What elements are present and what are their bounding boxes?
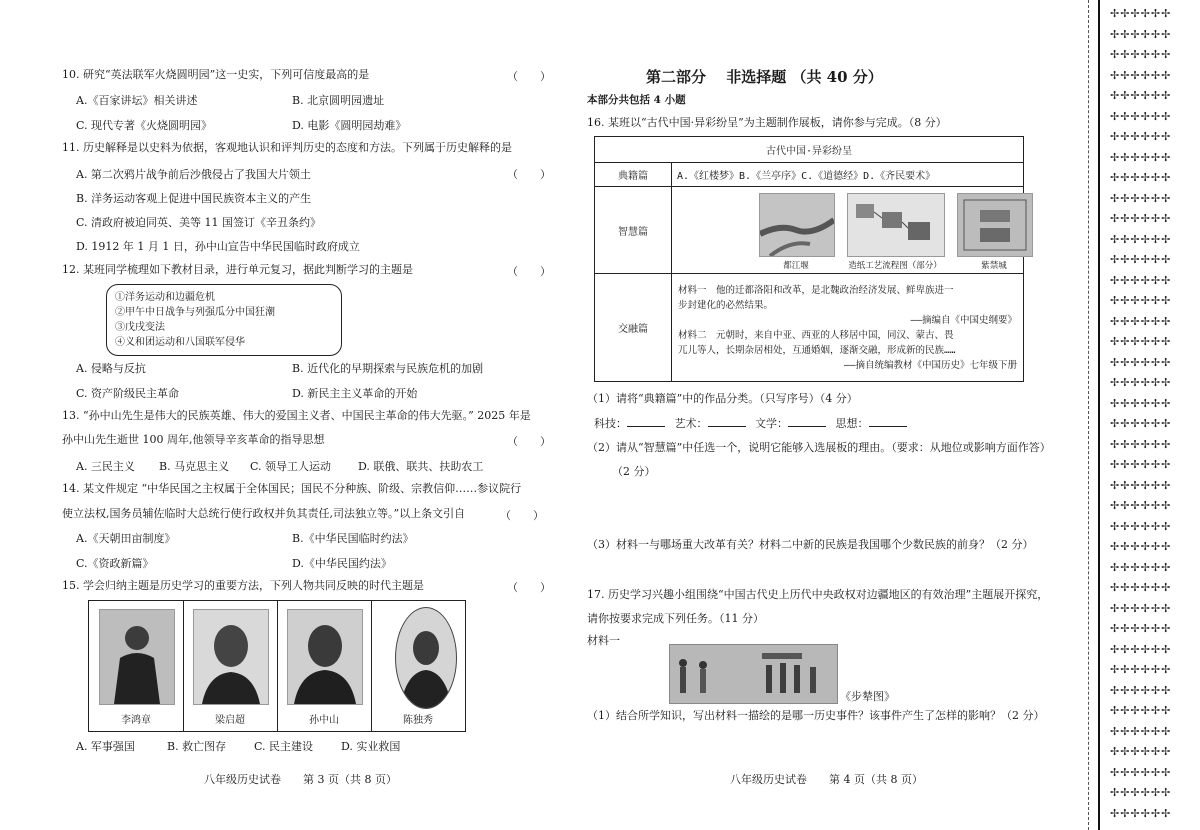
q12-box-item: ①洋务运动和边疆危机 — [115, 292, 215, 303]
material-two-source: ——摘自统编教材《中国历史》七年级下册 — [844, 359, 1017, 371]
margin-glyph-row: ✢✢✢✢✢✢ — [1110, 642, 1172, 656]
q13-option-d: D. 联俄、联共、扶助农工 — [358, 460, 484, 473]
q17-sub1: （1）结合所学知识，写出材料一描绘的是哪一历史事件？该事件产生了怎样的影响？（2 分） — [587, 709, 1045, 722]
margin-glyph-row: ✢✢✢✢✢✢ — [1110, 27, 1172, 41]
margin-glyph-row: ✢✢✢✢✢✢ — [1110, 540, 1172, 553]
margin-glyph-row: ✢✢✢✢✢✢ — [1110, 273, 1172, 287]
margin-glyph-row: ✢✢✢✢✢✢ — [1110, 48, 1172, 61]
margin-glyph-row: ✢✢✢✢✢✢ — [1110, 601, 1172, 615]
q16-row-label: 交融篇 — [595, 274, 672, 382]
margin-glyph-row: ✢✢✢✢✢✢ — [1110, 171, 1172, 184]
margin-glyph-row: ✢✢✢✢✢✢ — [1110, 355, 1172, 369]
portrait-name: 陈独秀 — [403, 715, 433, 726]
q12-option-d: D. 新民主主义革命的开始 — [292, 387, 418, 400]
papermaking-diagram-image — [847, 193, 945, 257]
q10-option-c: C. 现代专著《火烧圆明园》 — [76, 119, 213, 132]
q13-option-a: A. 三民主义 — [76, 460, 135, 473]
margin-glyph-row: ✢✢✢✢✢✢ — [1110, 232, 1172, 246]
margin-glyph-row: ✢✢✢✢✢✢ — [1110, 335, 1172, 348]
margin-glyph-row: ✢✢✢✢✢✢ — [1110, 560, 1172, 574]
q14-stem-line1: 14. 某文件规定 “中华民国之主权属于全体国民；国民不分种族、阶级、宗教信仰……参议院行 — [62, 482, 522, 495]
q16-fusion-materials — [672, 274, 1024, 382]
right-page-footer: 八年级历史试卷 第 4 页（共 8 页） — [730, 773, 923, 786]
q15-portrait-table — [88, 600, 466, 732]
q12-box-item: ②甲午中日战争与列强瓜分中国狂潮 — [115, 307, 275, 318]
margin-glyph-row: ✢✢✢✢✢✢ — [1110, 765, 1172, 779]
q15-option-d: D. 实业救国 — [341, 740, 401, 753]
answer-blank[interactable] — [788, 416, 826, 427]
margin-glyph-row: ✢✢✢✢✢✢ — [1110, 294, 1172, 307]
margin-glyph-row: ✢✢✢✢✢✢ — [1110, 212, 1172, 225]
margin-glyph-row: ✢✢✢✢✢✢ — [1110, 68, 1172, 82]
fill-label: 科技： — [594, 417, 627, 430]
margin-glyph-row: ✢✢✢✢✢✢ — [1110, 745, 1172, 758]
q12-box-item: ④义和团运动和八国联军侵华 — [115, 337, 245, 348]
li-hongzhang-portrait — [99, 609, 175, 705]
margin-glyph-row: ✢✢✢✢✢✢ — [1110, 683, 1172, 697]
margin-glyph-row: ✢✢✢✢✢✢ — [1110, 663, 1172, 676]
margin-glyph-row: ✢✢✢✢✢✢ — [1110, 130, 1172, 143]
q16-table-title: 古代中国·异彩纷呈 — [595, 137, 1024, 163]
margin-glyph-row: ✢✢✢✢✢✢ — [1110, 581, 1172, 594]
material-one-text: 材料一 他的迁都洛阳和改革，是北魏政治经济发展、鲜卑族进一 — [678, 284, 954, 296]
q12-bracket: （ ） — [507, 265, 551, 278]
q11-option-b: B. 洋务运动客观上促进中国民族资本主义的产生 — [76, 192, 312, 205]
q10-stem: 10. 研究“英法联军火烧圆明园”这一史实，下列可信度最高的是 — [62, 68, 370, 81]
q16-sub2-score: （2 分） — [612, 465, 656, 478]
margin-glyph-row: ✢✢✢✢✢✢ — [1110, 499, 1172, 512]
q16-classics-list: A.《红楼梦》B.《兰亭序》C.《道德经》D.《齐民要术》 — [672, 163, 1024, 187]
margin-glyph-row: ✢✢✢✢✢✢ — [1110, 417, 1172, 430]
binding-margin-pattern — [1110, 4, 1200, 826]
margin-glyph-row: ✢✢✢✢✢✢ — [1110, 396, 1172, 410]
image-caption: 都江堰 — [783, 261, 809, 271]
fill-label: 思想： — [835, 417, 869, 430]
q10-option-a: A.《百家讲坛》相关讲述 — [76, 94, 198, 107]
q15-option-c: C. 民主建设 — [254, 740, 314, 753]
q16-wisdom-images — [672, 187, 1024, 274]
fill-label: 艺术： — [674, 417, 708, 430]
q16-exhibit-table — [594, 136, 1024, 382]
q16-row-label: 智慧篇 — [595, 187, 672, 274]
answer-blank[interactable] — [869, 416, 907, 427]
part-two-note: 本部分共包括 4 小题 — [587, 94, 686, 106]
q14-option-c: C.《资政新篇》 — [76, 557, 154, 570]
bunian-tu-caption: 《步辇图》 — [840, 690, 895, 703]
material-two-text-cont: 兀儿等人，长期杂居相处，互通婚姻，逐渐交融，形成新的民族…… — [678, 344, 956, 356]
margin-glyph-row: ✢✢✢✢✢✢ — [1110, 191, 1172, 205]
binding-margin-line — [1098, 0, 1100, 830]
q14-option-a: A.《天朝田亩制度》 — [76, 532, 176, 545]
chen-duxiu-portrait — [395, 607, 457, 709]
left-page-footer: 八年级历史试卷 第 3 页（共 8 页） — [204, 773, 397, 786]
q16-stem: 16. 某班以“古代中国·异彩纷呈”为主题制作展板，请你参与完成。（8 分） — [587, 116, 947, 129]
answer-blank[interactable] — [708, 416, 746, 427]
material-one-source: ——摘编自《中国史纲要》 — [910, 314, 1017, 326]
q14-option-d: D.《中华民国约法》 — [292, 557, 392, 570]
q11-option-a: A. 第二次鸦片战争前后沙俄侵占了我国大片领土 — [76, 168, 311, 181]
q11-option-c: C. 清政府被迫同英、美等 11 国签订《辛丑条约》 — [76, 216, 322, 229]
q11-bracket: （ ） — [507, 168, 551, 181]
q11-stem: 11. 历史解释是以史料为依据，客观地认识和评判历史的态度和方法。下列属于历史解释的是 — [62, 141, 512, 154]
q11-option-d: D. 1912 年 1 月 1 日，孙中山宣告中华民国临时政府成立 — [76, 240, 360, 253]
q17-material-label: 材料一 — [587, 634, 620, 647]
margin-glyph-row: ✢✢✢✢✢✢ — [1110, 314, 1172, 328]
q13-stem-line2: 孙中山先生逝世 100 周年,他领导辛亥革命的指导思想 — [62, 433, 325, 446]
q15-bracket: （ ） — [507, 581, 551, 594]
portrait-name: 梁启超 — [215, 715, 245, 726]
q16-sub3: （3）材料一与哪场重大改革有关？材料二中新的民族是我国哪个少数民族的前身？（2 分） — [587, 538, 1034, 551]
answer-blank[interactable] — [627, 416, 665, 427]
margin-glyph-row: ✢✢✢✢✢✢ — [1110, 622, 1172, 635]
q13-stem-line1: 13. “孙中山先生是伟大的民族英雄、伟大的爱国主义者、中国民主革命的伟大先驱。” 2025 年是 — [62, 409, 531, 422]
q17-stem-line1: 17. 历史学习兴趣小组围绕“中国古代史上历代中央政权对边疆地区的有效治理”主题展开探究， — [587, 588, 1049, 601]
q12-option-a: A. 侵略与反抗 — [76, 362, 146, 375]
q12-box-item: ③戊戌变法 — [115, 322, 165, 333]
image-caption: 紫禁城 — [981, 261, 1007, 271]
portrait-name: 李鸿章 — [121, 715, 151, 726]
q10-bracket: （ ） — [507, 70, 551, 83]
portrait-name: 孙中山 — [309, 715, 339, 726]
margin-glyph-row: ✢✢✢✢✢✢ — [1110, 724, 1172, 738]
part-two-title: 第二部分 非选择题 （共 40 分） — [646, 68, 883, 86]
image-caption: 造纸工艺流程图（部分） — [848, 261, 942, 271]
q15-option-b: B. 救亡图存 — [167, 740, 227, 753]
liang-qichao-portrait — [193, 609, 269, 705]
material-one-text-cont: 步封建化的必然结果。 — [678, 299, 774, 311]
q14-stem-line2: 使立法权,国务员辅佐临时大总统行使行政权并负其责任,司法独立等。”以上条文引自 — [62, 507, 466, 520]
margin-glyph-row: ✢✢✢✢✢✢ — [1110, 109, 1172, 123]
q14-option-b: B.《中华民国临时约法》 — [292, 532, 414, 545]
q14-bracket: （ ） — [500, 509, 544, 522]
margin-glyph-row: ✢✢✢✢✢✢ — [1110, 376, 1172, 389]
q10-option-b: B. 北京圆明园遗址 — [292, 94, 385, 107]
q12-option-b: B. 近代化的早期探索与民族危机的加剧 — [292, 362, 484, 375]
q16-classification-fill — [594, 416, 913, 431]
bunian-tu-painting — [669, 644, 838, 704]
margin-glyph-row: ✢✢✢✢✢✢ — [1110, 7, 1172, 20]
margin-glyph-row: ✢✢✢✢✢✢ — [1110, 437, 1172, 451]
margin-glyph-row: ✢✢✢✢✢✢ — [1110, 478, 1172, 492]
q12-stem: 12. 某班同学梳理如下教材目录，进行单元复习，据此判断学习的主题是 — [62, 263, 413, 276]
margin-glyph-row: ✢✢✢✢✢✢ — [1110, 253, 1172, 266]
q16-sub1: （1）请将“典籍篇”中的作品分类。（只写序号）（4 分） — [587, 392, 858, 405]
margin-glyph-row: ✢✢✢✢✢✢ — [1110, 786, 1172, 799]
margin-glyph-row: ✢✢✢✢✢✢ — [1110, 458, 1172, 471]
sun-yatsen-portrait — [287, 609, 363, 705]
q15-option-a: A. 军事强国 — [76, 740, 135, 753]
binding-dashed-line — [1088, 0, 1090, 830]
q16-row-label: 典籍篇 — [595, 163, 672, 187]
margin-glyph-row: ✢✢✢✢✢✢ — [1110, 89, 1172, 102]
q13-option-b: B. 马克思主义 — [159, 460, 230, 473]
fill-label: 文学： — [755, 417, 788, 430]
material-two-text: 材料二 元朝时，来自中亚、西亚的人移居中国，同汉、蒙古、畏 — [678, 329, 954, 341]
q13-option-c: C. 领导工人运动 — [250, 460, 332, 473]
q15-stem: 15. 学会归纳主题是历史学习的重要方法，下列人物共同反映的时代主题是 — [62, 579, 424, 592]
q17-stem-line2: 请你按要求完成下列任务。（11 分） — [587, 612, 764, 625]
margin-glyph-row: ✢✢✢✢✢✢ — [1110, 519, 1172, 533]
forbidden-city-image — [957, 193, 1033, 257]
q13-bracket: （ ） — [507, 435, 551, 448]
margin-glyph-row: ✢✢✢✢✢✢ — [1110, 150, 1172, 164]
q12-option-c: C. 资产阶级民主革命 — [76, 387, 180, 400]
margin-glyph-row: ✢✢✢✢✢✢ — [1110, 806, 1172, 820]
q12-contents-box — [106, 284, 342, 356]
margin-glyph-row: ✢✢✢✢✢✢ — [1110, 704, 1172, 717]
q16-sub2: （2）请从“智慧篇”中任选一个，说明它能够入选展板的理由。（要求：从地位或影响方面作答） — [587, 441, 1051, 454]
q10-option-d: D. 电影《圆明园劫难》 — [292, 119, 407, 132]
dujiangyan-image — [759, 193, 835, 257]
